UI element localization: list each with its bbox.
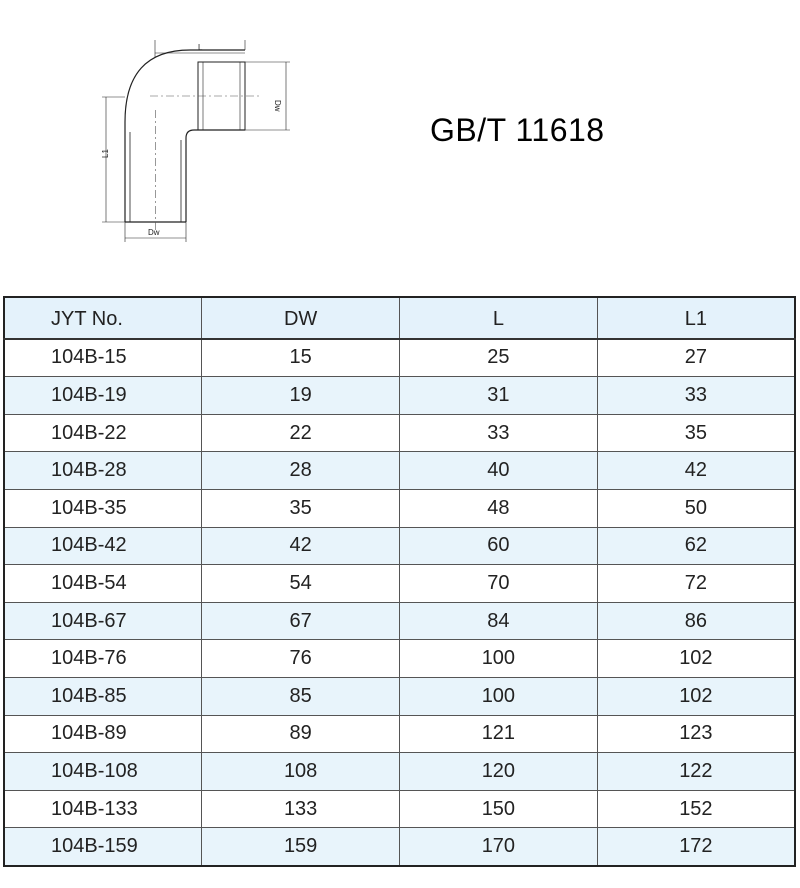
cell-l: 100 [400, 677, 598, 715]
table-row [4, 602, 795, 640]
cell-l: 70 [400, 565, 598, 603]
cell-dw: 89 [202, 715, 400, 753]
cell-jyt-no: 104B-85 [4, 677, 202, 715]
cell-l1: 42 [597, 452, 795, 490]
col-header-dw: DW [202, 297, 400, 339]
cell-jyt-no: 104B-133 [4, 790, 202, 828]
cell-jyt-no: 104B-67 [4, 602, 202, 640]
table-row [4, 753, 795, 791]
cell-dw: 108 [202, 753, 400, 791]
cell-l: 25 [400, 339, 598, 377]
table-row [4, 677, 795, 715]
cell-jyt-no: 104B-42 [4, 527, 202, 565]
dim-l1-label: L1 [101, 149, 110, 158]
cell-l1: 50 [597, 489, 795, 527]
cell-l: 40 [400, 452, 598, 490]
table-row [4, 565, 795, 603]
cell-l1: 172 [597, 828, 795, 866]
table-row [4, 527, 795, 565]
spec-table [3, 296, 796, 867]
cell-jyt-no: 104B-22 [4, 414, 202, 452]
cell-dw: 85 [202, 677, 400, 715]
cell-l: 60 [400, 527, 598, 565]
col-header-l1: L1 [597, 297, 795, 339]
cell-jyt-no: 104B-15 [4, 339, 202, 377]
standard-title: GB/T 11618 [430, 112, 605, 148]
cell-l1: 33 [597, 377, 795, 415]
cell-l: 33 [400, 414, 598, 452]
dim-l-label: L [198, 43, 203, 52]
cell-dw: 54 [202, 565, 400, 603]
cell-l1: 27 [597, 339, 795, 377]
cell-dw: 28 [202, 452, 400, 490]
dim-dw-bottom-label: Dw [148, 228, 160, 237]
cell-dw: 42 [202, 527, 400, 565]
col-header-jyt-no: JYT No. [4, 297, 202, 339]
cell-dw: 133 [202, 790, 400, 828]
table-row [4, 377, 795, 415]
table-row [4, 414, 795, 452]
col-header-l: L [400, 297, 598, 339]
cell-l1: 35 [597, 414, 795, 452]
cell-l: 31 [400, 377, 598, 415]
cell-dw: 19 [202, 377, 400, 415]
cell-l1: 102 [597, 677, 795, 715]
cell-jyt-no: 104B-89 [4, 715, 202, 753]
table-row [4, 715, 795, 753]
table-row [4, 339, 795, 377]
cell-dw: 67 [202, 602, 400, 640]
cell-l: 121 [400, 715, 598, 753]
cell-l1: 123 [597, 715, 795, 753]
table-row [4, 790, 795, 828]
cell-jyt-no: 104B-19 [4, 377, 202, 415]
cell-dw: 35 [202, 489, 400, 527]
cell-l: 100 [400, 640, 598, 678]
cell-jyt-no: 104B-54 [4, 565, 202, 603]
cell-l1: 152 [597, 790, 795, 828]
cell-jyt-no: 104B-108 [4, 753, 202, 791]
cell-l1: 72 [597, 565, 795, 603]
table-header-row [4, 297, 795, 339]
cell-jyt-no: 104B-159 [4, 828, 202, 866]
table-row [4, 640, 795, 678]
cell-l1: 86 [597, 602, 795, 640]
cell-l: 170 [400, 828, 598, 866]
cell-dw: 22 [202, 414, 400, 452]
cell-l1: 122 [597, 753, 795, 791]
table-row [4, 828, 795, 866]
cell-dw: 15 [202, 339, 400, 377]
table-body [4, 339, 795, 866]
cell-l: 120 [400, 753, 598, 791]
dim-dw-right-label: Dw [273, 100, 282, 112]
cell-l: 84 [400, 602, 598, 640]
elbow-fitting-drawing [90, 40, 310, 250]
cell-l1: 62 [597, 527, 795, 565]
cell-dw: 159 [202, 828, 400, 866]
table-row [4, 489, 795, 527]
cell-dw: 76 [202, 640, 400, 678]
table-row [4, 452, 795, 490]
cell-jyt-no: 104B-28 [4, 452, 202, 490]
cell-l: 48 [400, 489, 598, 527]
cell-jyt-no: 104B-35 [4, 489, 202, 527]
cell-jyt-no: 104B-76 [4, 640, 202, 678]
cell-l: 150 [400, 790, 598, 828]
cell-l1: 102 [597, 640, 795, 678]
